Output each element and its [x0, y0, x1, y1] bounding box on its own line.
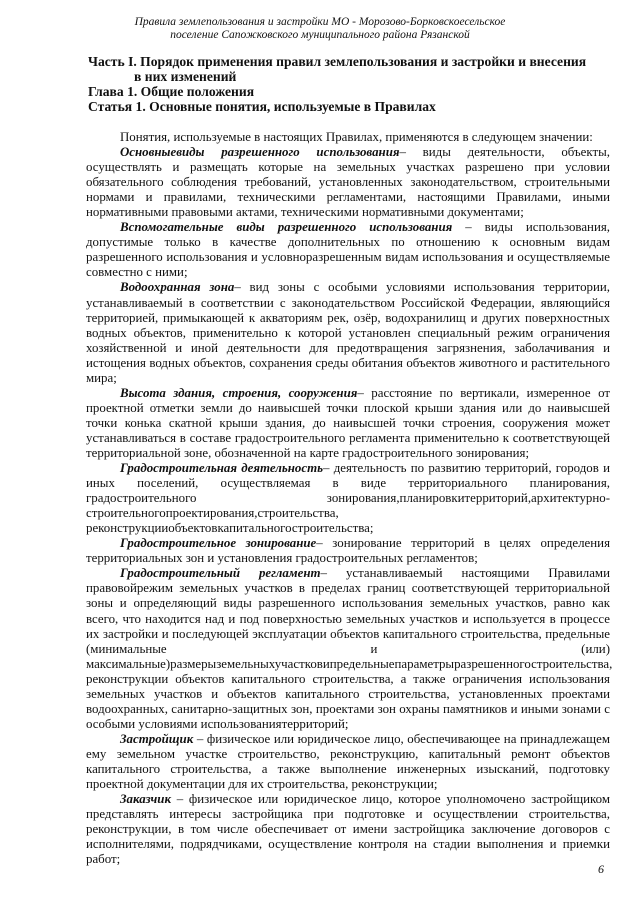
definition-paragraph [86, 732, 610, 792]
article-body [86, 130, 613, 867]
definition-paragraph [86, 792, 610, 867]
definition-text: – физическое или юридическое лицо, которое уполномочено застройщиком представлять интересы застройщика при подготовке и осуществлении строительства, реконструкции, в том числе обеспечивает от имени застройщика заключение договоров с исполнителями, подрядчиками, осуществление контроля на стадии выполнения и приемки работ; [86, 792, 610, 867]
definition-term: Высота здания, строения, сооружения [120, 385, 358, 400]
definition-paragraph [86, 220, 610, 280]
definition-text: – виды деятельности, объекты, осуществлять и размещать которые на земельных участках разрешено при условии обязательного соблюдения требований, установленных законодательством, строительными нормами и правилами, техническими регламентами, настоящими Правилами, иными нормативными правовыми актами, техническими нормативными документами; [86, 145, 610, 220]
definition-term: Градостроительное зонирование [120, 536, 317, 551]
definition-text: – деятельность по развитию территорий, городов и иных поселений, осуществляемая в виде территориального планирования, градостроительного зонирования,планировкитерриторий,архитектурно-строительногопроектирования,строительства, реконструкцииобъектовкапитальногостроительства; [86, 461, 610, 536]
intro-paragraph: Понятия, используемые в настоящих Правилах, применяются в следующем значении: [120, 130, 593, 144]
chapter-title: Глава 1. Общие положения [88, 84, 255, 99]
definition-paragraph [86, 280, 610, 385]
part-title-line-2: в них изменений [134, 69, 237, 84]
running-header [0, 16, 640, 42]
definition-text: – зонирование территорий в целях определения территориальных зон и установления градостроительных регламентов; [86, 536, 610, 566]
definition-text: – физическое или юридическое лицо, обеспечивающее на принадлежащем ему земельном участке строительство, реконструкцию, капитальный ремонт объектов капитального строительства, а также выполнение инженерных изысканий, подготовку проектной документации для их строительства, реконструкции; [86, 731, 610, 792]
definition-text: – расстояние по вертикали, измеренное от проектной отметки земли до наивысшей точки плоской крыши здания или до наивысшей точки конька скатной крыши здания, до наивысшей точки строения, сооружения может устанавливаться в составе градостроительного регламента применительно к соответствующей территориальной зоне, обозначенной на карте градостроительного зонирования; [86, 385, 610, 460]
part-title-line-1: Часть I. Порядок применения правил землепользования и застройки и внесения [88, 54, 587, 69]
definition-text: – вид зоны с особыми условиями использования территории, устанавливаемый в соответствии с законодательством Российской Федерации, являющийся территорией, примыкающей к акваториям рек, озёр, водохранилищ и других поверхностных водных объектов, применительно к которой установлен специальный режим ограничения хозяйственной и иной деятельности для предотвращения загрязнения, заболачивания и истощения водных объектов, сохранения среды обитания объектов животного и растительного мира; [86, 280, 611, 385]
definition-paragraph [86, 386, 610, 461]
definition-paragraph [86, 536, 610, 566]
definition-paragraph [86, 145, 610, 220]
page-number: 6 [598, 862, 604, 876]
definition-term: Водоохранная зона [120, 280, 235, 295]
definition-term: Основныевиды разрешенного использования [120, 145, 400, 160]
definition-paragraph [86, 461, 610, 536]
running-header-line-2: поселение Сапожковского муниципального района Рязанской [170, 29, 470, 41]
definition-term: Застройщик [120, 731, 194, 746]
definition-paragraph [86, 566, 613, 732]
definition-text: – виды использования, допустимые только в качестве дополнительных по отношению к основным видам разрешенного использования и условноразрешенным видам использования и осуществляемые совместно с ними; [86, 220, 610, 280]
definition-term: Градостроительный регламент [120, 566, 321, 581]
running-header-line-1: Правила землепользования и застройки МО - Морозово-Борковскоесельское [134, 16, 506, 28]
definition-term: Заказчик [120, 792, 171, 807]
definition-term: Градостроительная деятельность [120, 461, 323, 476]
article-title: Статья 1. Основные понятия, используемые в Правилах [88, 99, 436, 114]
definition-text: – устанавливаемый настоящими Правилами правовойрежим земельных участков в пределах границ соответствующей территориальной зоны и определяющий виды разрешенного использования земельных участков, равно как всего, что находится над и под поверхностью земельных участков и используется в процессе их застройки и последующей эксплуатации объектов капитального строительства, предельные (минимальные и (или) максимальные)размерыземельныхучастковипредельныепараметрыразрешенногостроительства, реконструкции объектов капитального строительства, а также ограничения использования земельных участков и объектов капитального строительства, установленных проектами водоохранных, санитарно-защитных зон, проектами зон охраны памятников и иными зонами с особыми условиями использованиятерриторий; [86, 566, 613, 731]
section-headings [88, 54, 608, 114]
definition-term: Вспомогательные виды разрешенного использования [120, 220, 453, 235]
